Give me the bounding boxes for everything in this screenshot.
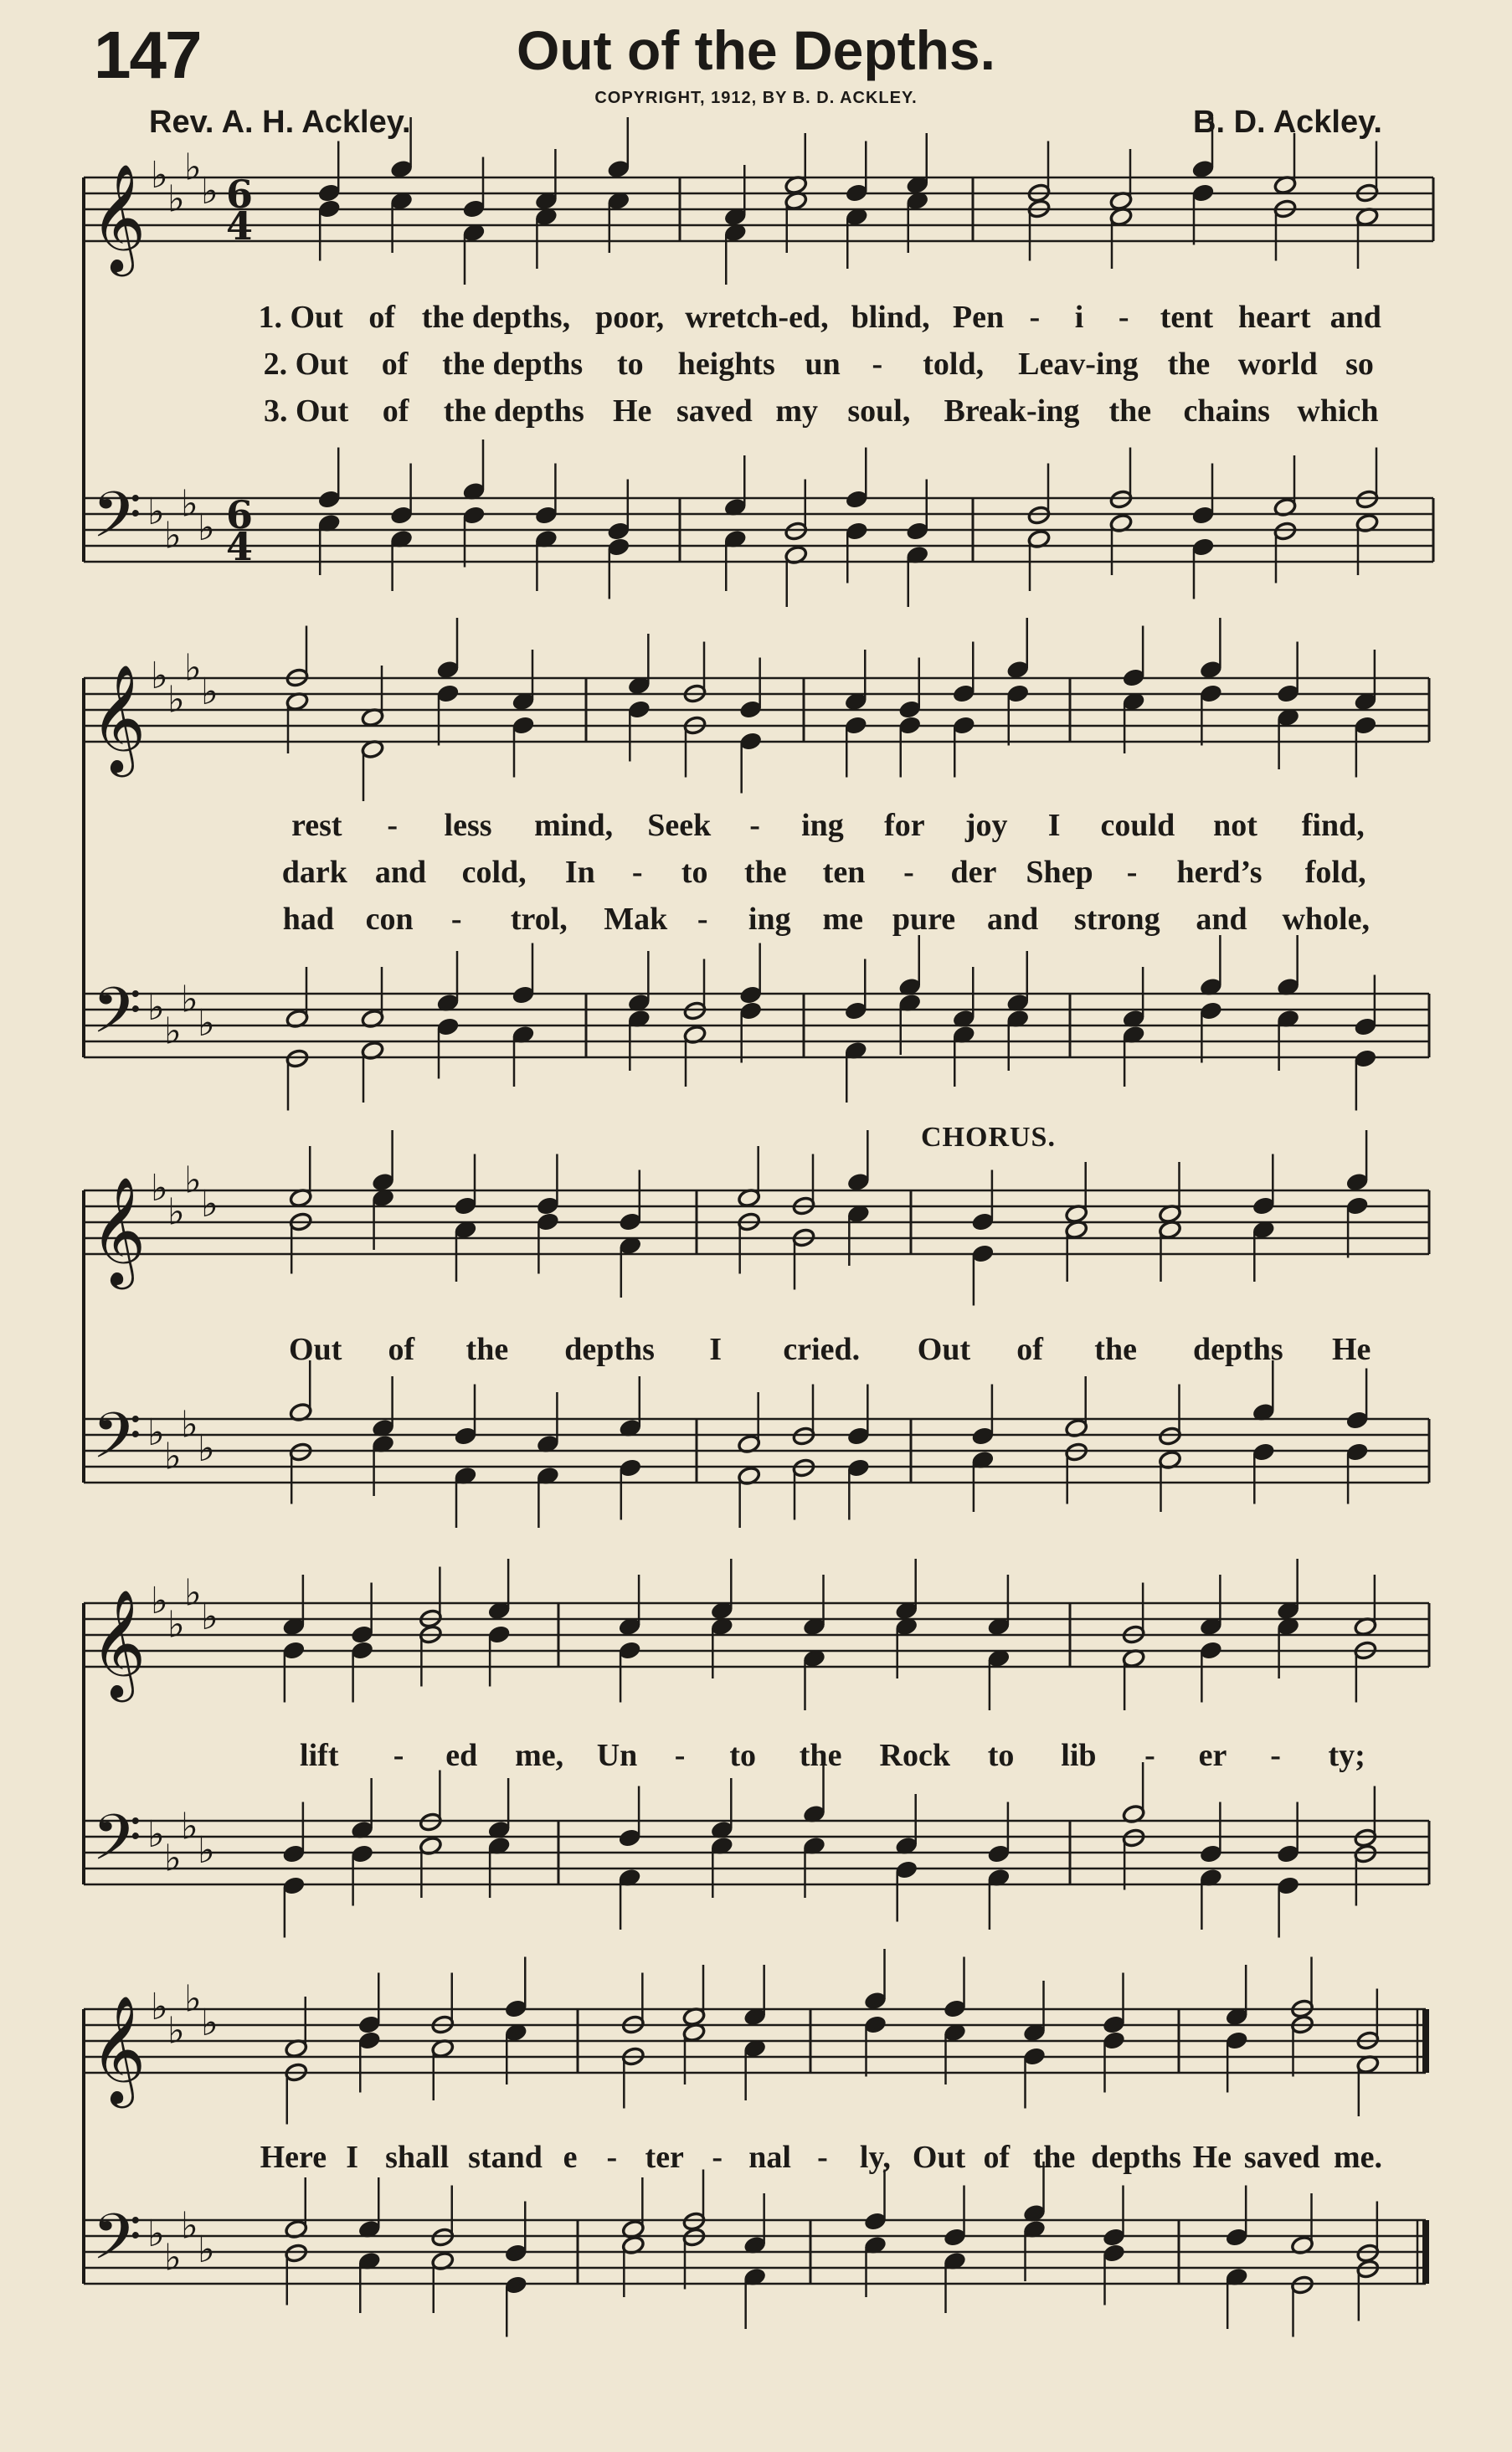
lyric-syllable: poor, [595, 300, 665, 335]
lyric-syllable: rest [291, 808, 342, 843]
lyric-syllable: Rock [879, 1738, 950, 1773]
lyric-syllable: mind, [534, 808, 614, 843]
flat-icon: ♭ [151, 154, 168, 197]
time-signature-bottom: 4 [226, 524, 254, 569]
flat-icon: ♭ [181, 482, 198, 526]
lyric-syllable: the [1032, 2140, 1076, 2175]
lyric-syllable: the [1167, 347, 1211, 382]
lyric-syllable: for [884, 808, 925, 843]
lyric-syllable: ty; [1328, 1738, 1365, 1773]
lyric-syllable: depths [1091, 2140, 1181, 2175]
flat-icon: ♭ [181, 1805, 198, 1848]
lyric-syllable: Shep [1026, 855, 1093, 890]
lyric-syllable: - [450, 902, 462, 937]
lyric-syllable: me. [1333, 2140, 1382, 2175]
lyric-syllable: depths [564, 1332, 655, 1367]
lyric-syllable: of [388, 1332, 415, 1367]
flat-icon: ♭ [164, 1837, 182, 1880]
bass-clef-icon: 𝄢 [92, 1399, 142, 1488]
lyric-syllable: my [775, 393, 818, 429]
lyric-syllable: wretch-ed, [685, 300, 829, 335]
lyric-syllable: of [1016, 1332, 1043, 1367]
lyric-syllable: the depths [442, 347, 584, 382]
lyric-syllable: pure [892, 902, 956, 937]
lyric-syllable: - [903, 855, 914, 890]
lyric-syllable: un [805, 347, 841, 382]
lyric-syllable: of [381, 347, 409, 382]
flat-icon: ♭ [151, 1167, 168, 1210]
lyric-syllable: the [744, 855, 787, 890]
flat-icon: ♭ [147, 1411, 165, 1454]
lyric-syllable: herd’s [1176, 855, 1263, 890]
bass-clef-icon: 𝄢 [92, 1801, 142, 1890]
flat-icon: ♭ [164, 1435, 182, 1478]
flat-icon: ♭ [147, 491, 165, 533]
lyric-syllable: stand [468, 2140, 543, 2175]
lyric-syllable: whole, [1282, 902, 1370, 937]
lyric-syllable: - [1270, 1738, 1281, 1773]
flat-icon: ♭ [164, 514, 182, 558]
lyric-syllable: heart [1237, 300, 1311, 335]
lyric-syllable: could [1100, 808, 1175, 843]
lyric-syllable: - [872, 347, 883, 382]
lyric-syllable: - [393, 1738, 404, 1773]
lyric-syllable: der [950, 855, 997, 890]
treble-clef-icon: 𝄞 [90, 1589, 147, 1698]
lyric-syllable: er [1198, 1738, 1227, 1773]
lyric-syllable: find, [1301, 808, 1365, 843]
hymn-title: Out of the Depths. [517, 19, 995, 81]
lyric-syllable: con [365, 902, 414, 937]
flat-icon: ♭ [184, 1977, 202, 2021]
lyric-syllable: Out [289, 1332, 342, 1367]
lyric-syllable: lib [1061, 1738, 1097, 1773]
copyright-notice: COPYRIGHT, 1912, BY B. D. ACKLEY. [594, 89, 918, 107]
lyric-syllable: chains [1183, 393, 1270, 429]
lyric-syllable: - [817, 2140, 828, 2175]
lyric-syllable: In [564, 855, 595, 890]
lyric-syllable: - [1126, 855, 1138, 890]
lyricist-credit: Rev. A. H. Ackley. [149, 105, 411, 140]
lyric-syllable: Un [596, 1738, 638, 1773]
lyric-syllable: me, [515, 1738, 564, 1773]
lyric-syllable: He [1192, 2140, 1232, 2175]
lyric-syllable: I [346, 2140, 358, 2175]
lyric-syllable: Mak [604, 902, 668, 937]
lyric-syllable: to [617, 347, 644, 382]
lyric-syllable: e [563, 2140, 578, 2175]
lyric-syllable: He [1331, 1332, 1371, 1367]
lyric-syllable: - [674, 1738, 686, 1773]
lyric-syllable: - [387, 808, 398, 843]
lyric-syllable: depths [1193, 1332, 1283, 1367]
lyric-syllable: - [1118, 300, 1129, 335]
flat-icon: ♭ [201, 170, 219, 213]
flat-icon: ♭ [147, 2213, 165, 2255]
flat-icon: ♭ [181, 978, 198, 1021]
lyric-syllable: to [681, 855, 708, 890]
treble-clef-icon: 𝄞 [90, 163, 147, 272]
flat-icon: ♭ [164, 1010, 182, 1053]
lyric-syllable: of [983, 2140, 1011, 2175]
lyric-syllable: of [368, 300, 396, 335]
lyric-syllable: - [697, 902, 708, 937]
time-signature-bottom: 4 [226, 203, 254, 249]
lyric-syllable: 1. Out [258, 300, 343, 335]
hymn-number: 147 [94, 18, 201, 92]
lyric-syllable: - [1144, 1738, 1155, 1773]
flat-icon: ♭ [184, 1571, 202, 1615]
lyric-syllable: fold, [1304, 855, 1366, 890]
flat-icon: ♭ [198, 1002, 215, 1045]
lyric-syllable: Break-ing [944, 393, 1080, 429]
lyric-syllable: to [729, 1738, 757, 1773]
lyric-syllable: He [612, 393, 652, 429]
flat-icon: ♭ [201, 671, 219, 713]
lyric-syllable: Out [917, 1332, 971, 1367]
time-signature-top: 6 [226, 492, 254, 537]
lyric-syllable: strong [1073, 902, 1160, 937]
flat-icon: ♭ [151, 1580, 168, 1622]
lyric-syllable: Seek [647, 808, 712, 843]
lyric-syllable: the [1094, 1332, 1137, 1367]
flat-icon: ♭ [167, 678, 185, 722]
lyric-syllable: - [1029, 300, 1041, 335]
lyric-syllable: blind, [851, 300, 930, 335]
flat-icon: ♭ [198, 2228, 215, 2271]
lyric-syllable: the [799, 1738, 842, 1773]
lyric-syllable: told, [923, 347, 985, 382]
lyric-syllable: - [712, 2140, 723, 2175]
flat-icon: ♭ [147, 986, 165, 1029]
lyric-syllable: cold, [461, 855, 527, 890]
lyric-syllable: had [282, 902, 335, 937]
lyric-syllable: ed [445, 1738, 478, 1773]
treble-clef-icon: 𝄞 [90, 1995, 147, 2104]
lyric-syllable: me [822, 902, 864, 937]
lyric-syllable: and [986, 902, 1039, 937]
lyric-syllable: tent [1160, 300, 1214, 335]
lyric-syllable: dark [281, 855, 347, 890]
lyric-syllable: saved [676, 393, 753, 429]
lyric-syllable: lift [300, 1738, 339, 1773]
flat-icon: ♭ [181, 1403, 198, 1447]
lyric-syllable: i [1074, 300, 1084, 335]
flat-icon: ♭ [184, 146, 202, 189]
lyric-syllable: to [987, 1738, 1015, 1773]
final-barline-thick [1422, 2220, 1429, 2284]
lyric-syllable: the depths [443, 393, 584, 429]
flat-icon: ♭ [184, 1159, 202, 1202]
treble-clef-icon: 𝄞 [90, 1176, 147, 1285]
lyric-syllable: joy [964, 808, 1008, 843]
flat-icon: ♭ [164, 2236, 182, 2280]
lyric-syllable: - [631, 855, 643, 890]
flat-icon: ♭ [167, 2009, 185, 2053]
flat-icon: ♭ [198, 1427, 215, 1470]
lyric-syllable: and [1329, 300, 1381, 335]
lyric-syllable: nal [748, 2140, 791, 2175]
chorus-label: CHORUS. [921, 1122, 1056, 1153]
final-barline-thick [1422, 2009, 1429, 2073]
lyric-syllable: soul, [847, 393, 911, 429]
flat-icon: ♭ [167, 1190, 185, 1234]
lyric-syllable: ly, [859, 2140, 891, 2175]
flat-icon: ♭ [198, 506, 215, 549]
lyric-syllable: 2. Out [263, 347, 348, 382]
flat-icon: ♭ [201, 1183, 219, 1226]
flat-icon: ♭ [198, 1829, 215, 1872]
lyric-syllable: ten [822, 855, 866, 890]
lyric-syllable: - [749, 808, 760, 843]
lyric-syllable: - [606, 2140, 618, 2175]
lyric-syllable: and [1196, 902, 1247, 937]
lyric-syllable: and [374, 855, 427, 890]
lyric-syllable: not [1213, 808, 1257, 843]
lyric-syllable: ing [801, 808, 844, 843]
lyric-syllable: trol, [510, 902, 568, 937]
lyric-syllable: Leav-ing [1018, 347, 1139, 382]
lyric-syllable: I [709, 1332, 723, 1367]
lyric-syllable: Pen [952, 300, 1005, 335]
flat-icon: ♭ [151, 1986, 168, 2028]
lyric-syllable: heights [677, 347, 775, 382]
lyric-syllable: Out [912, 2140, 966, 2175]
lyric-syllable: of [382, 393, 409, 429]
flat-icon: ♭ [184, 646, 202, 690]
lyric-syllable: which [1297, 393, 1379, 429]
treble-clef-icon: 𝄞 [90, 664, 147, 773]
flat-icon: ♭ [201, 2002, 219, 2044]
lyric-syllable: world [1237, 347, 1318, 382]
time-signature-top: 6 [226, 172, 254, 217]
lyric-syllable: ing [748, 902, 791, 937]
bass-clef-icon: 𝄢 [92, 2200, 142, 2290]
bass-clef-icon: 𝄢 [92, 478, 142, 568]
flat-icon: ♭ [167, 1603, 185, 1647]
lyric-syllable: the depths, [421, 300, 571, 335]
lyric-syllable: Here [260, 2140, 327, 2175]
lyric-syllable: ter [645, 2140, 684, 2175]
flat-icon: ♭ [201, 1596, 219, 1638]
lyric-syllable: the [1108, 393, 1152, 429]
flat-icon: ♭ [147, 1813, 165, 1856]
lyric-syllable: I [1047, 808, 1061, 843]
flat-icon: ♭ [151, 655, 168, 697]
lyric-syllable: shall [385, 2140, 450, 2175]
lyric-syllable: 3. Out [263, 393, 349, 429]
lyric-syllable: less [444, 808, 492, 843]
lyric-syllable: so [1345, 347, 1374, 382]
lyric-syllable: the [465, 1332, 509, 1367]
lyric-syllable: cried. [783, 1332, 861, 1367]
bass-clef-icon: 𝄢 [92, 974, 142, 1063]
flat-icon: ♭ [167, 177, 185, 221]
lyric-syllable: saved [1243, 2140, 1320, 2175]
flat-icon: ♭ [181, 2204, 198, 2248]
composer-credit: B. D. Ackley. [1193, 105, 1382, 140]
